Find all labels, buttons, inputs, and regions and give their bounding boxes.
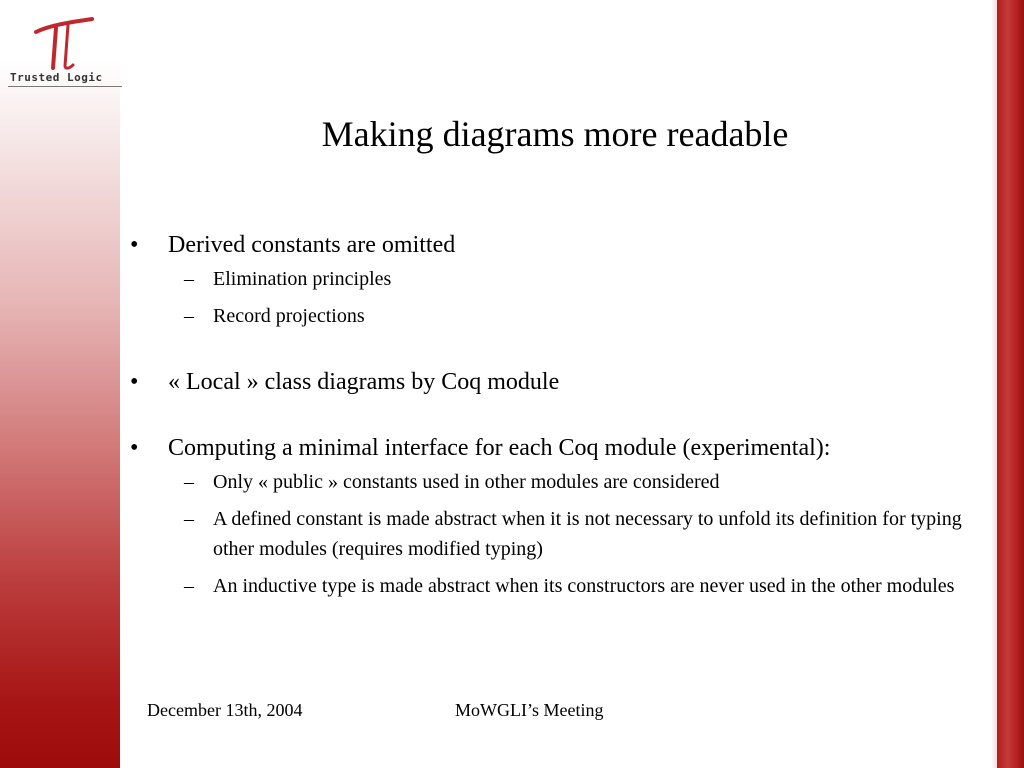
sub-bullet-text: An inductive type is made abstract when its constructors are never used in the other modules [213, 575, 955, 597]
sub-bullet-text: Record projections [213, 305, 365, 327]
sub-bullet-public-constants [168, 467, 980, 497]
dash-marker: – [184, 575, 194, 597]
footer-date: December 13th, 2004 [147, 700, 303, 720]
logo-underline [8, 86, 122, 87]
bullet-marker: • [130, 435, 139, 461]
footer-meeting: MoWGLI’s Meeting [455, 700, 604, 720]
bullet-list [130, 228, 980, 608]
bullet-marker: • [130, 369, 139, 395]
bullet-text: Derived constants are omitted [168, 232, 456, 258]
tl-logo-icon [32, 16, 96, 72]
right-red-band [997, 0, 1024, 768]
logo-company-name: Trusted Logic [10, 71, 103, 84]
dash-marker: – [184, 268, 194, 290]
sub-bullet-defined-constant [168, 504, 980, 564]
bullet-text: Computing a minimal interface for each Coq module (experimental): [168, 435, 831, 461]
left-gradient-band [0, 0, 120, 768]
sub-bullet-text: Only « public » constants used in other modules are considered [213, 471, 720, 493]
sub-bullet-record [168, 301, 980, 331]
dash-marker: – [184, 508, 194, 530]
dash-marker: – [184, 471, 194, 493]
slide-title: Making diagrams more readable [321, 114, 789, 154]
sub-bullet-list [168, 467, 980, 601]
sub-bullet-text: A defined constant is made abstract when it is not necessary to unfold its definition for typing other modules (requires modified typing) [213, 508, 962, 560]
sub-bullet-elimination [168, 264, 980, 294]
sub-bullet-inductive-type [168, 571, 980, 601]
bullet-derived-constants [130, 228, 980, 331]
sub-bullet-list [168, 264, 980, 331]
bullet-local-diagrams [130, 365, 980, 399]
bullet-text: « Local » class diagrams by Coq module [168, 369, 560, 395]
bullet-marker: • [130, 232, 139, 258]
bullet-minimal-interface [130, 431, 980, 601]
trusted-logic-logo [6, 16, 122, 88]
sub-bullet-text: Elimination principles [213, 268, 392, 290]
dash-marker: – [184, 305, 194, 327]
